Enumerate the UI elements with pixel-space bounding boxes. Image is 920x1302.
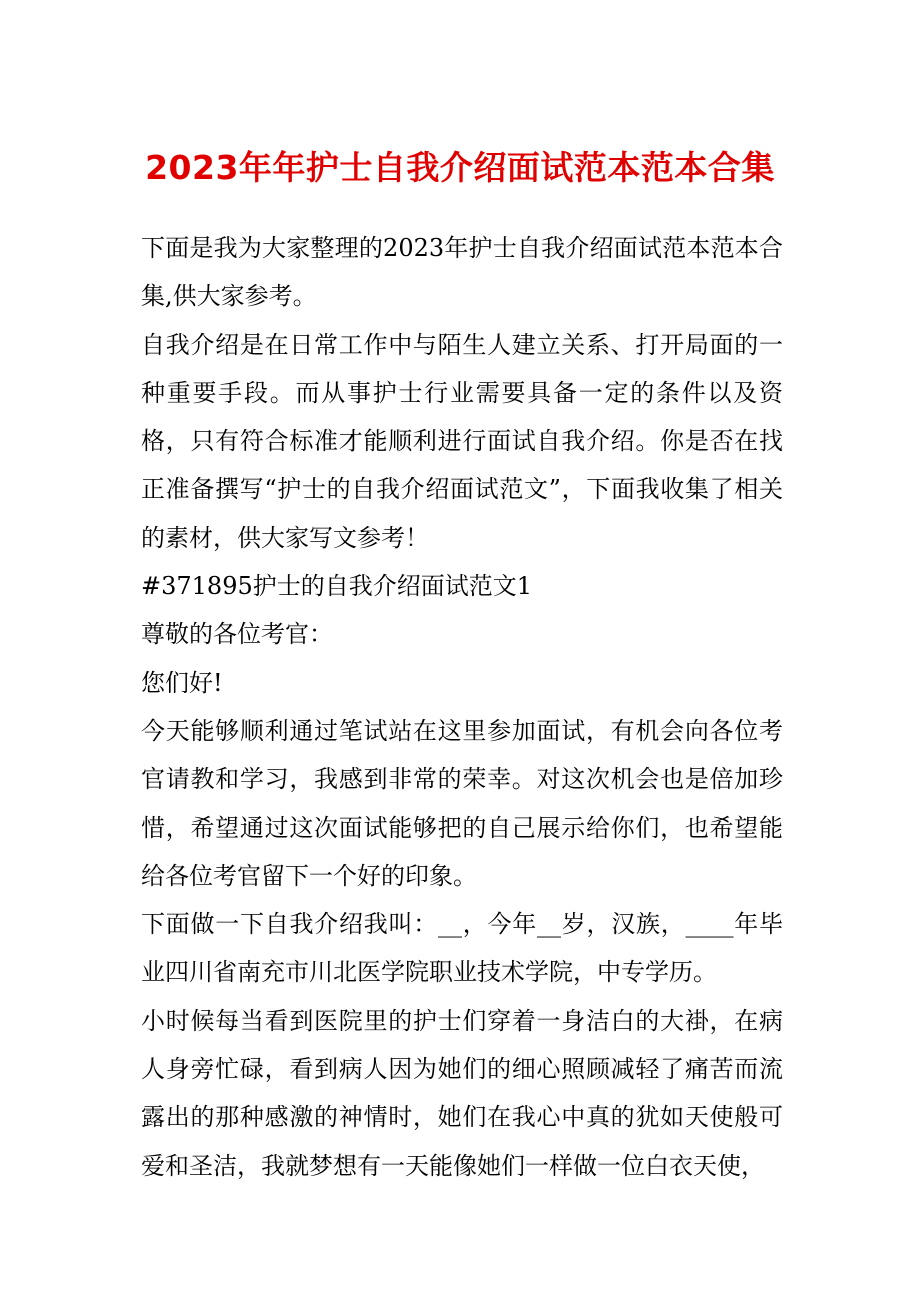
document-title: 2023年年护士自我介绍面试范本范本合集	[145, 148, 775, 187]
opening-paragraph: 今天能够顺利通过笔试站在这里参加面试，有机会向各位考官请教和学习，我感到非常的荣幸。对这次机会也是倍加珍惜，希望通过这次面试能够把的自己展示给你们，也希望能给各位考官留下一个好的印象。	[141, 716, 783, 890]
childhood-paragraph: 小时候每当看到医院里的护士们穿着一身洁白的大褂，在病人身旁忙碌，看到病人因为她们的细心照顾减轻了痛苦而流露出的那种感激的神情时，她们在我心中真的犹如天使般可爱和圣洁，我就梦想有一天能像她们一样做一位白衣天使，	[141, 1006, 783, 1180]
self-intro-paragraph: 下面做一下自我介绍我叫：__，今年__岁，汉族，____年毕业四川省南充市川北医学院职业技术学院，中专学历。	[141, 910, 783, 987]
intro-paragraph: 下面是我为大家整理的2023年护士自我介绍面试范本范本合集,供大家参考。	[141, 234, 783, 311]
section-heading: #371895护士的自我介绍面试范文1	[141, 572, 532, 601]
context-paragraph: 自我介绍是在日常工作中与陌生人建立关系、打开局面的一种重要手段。而从事护士行业需要具备一定的条件以及资格，只有符合标准才能顺利进行面试自我介绍。你是否在找正准备撰写“护士的自我介绍面试范文”，下面我收集了相关的素材，供大家写文参考！	[141, 330, 783, 552]
greeting: 您们好!	[141, 668, 223, 697]
document-body	[141, 224, 783, 1190]
salutation: 尊敬的各位考官：	[141, 620, 333, 649]
